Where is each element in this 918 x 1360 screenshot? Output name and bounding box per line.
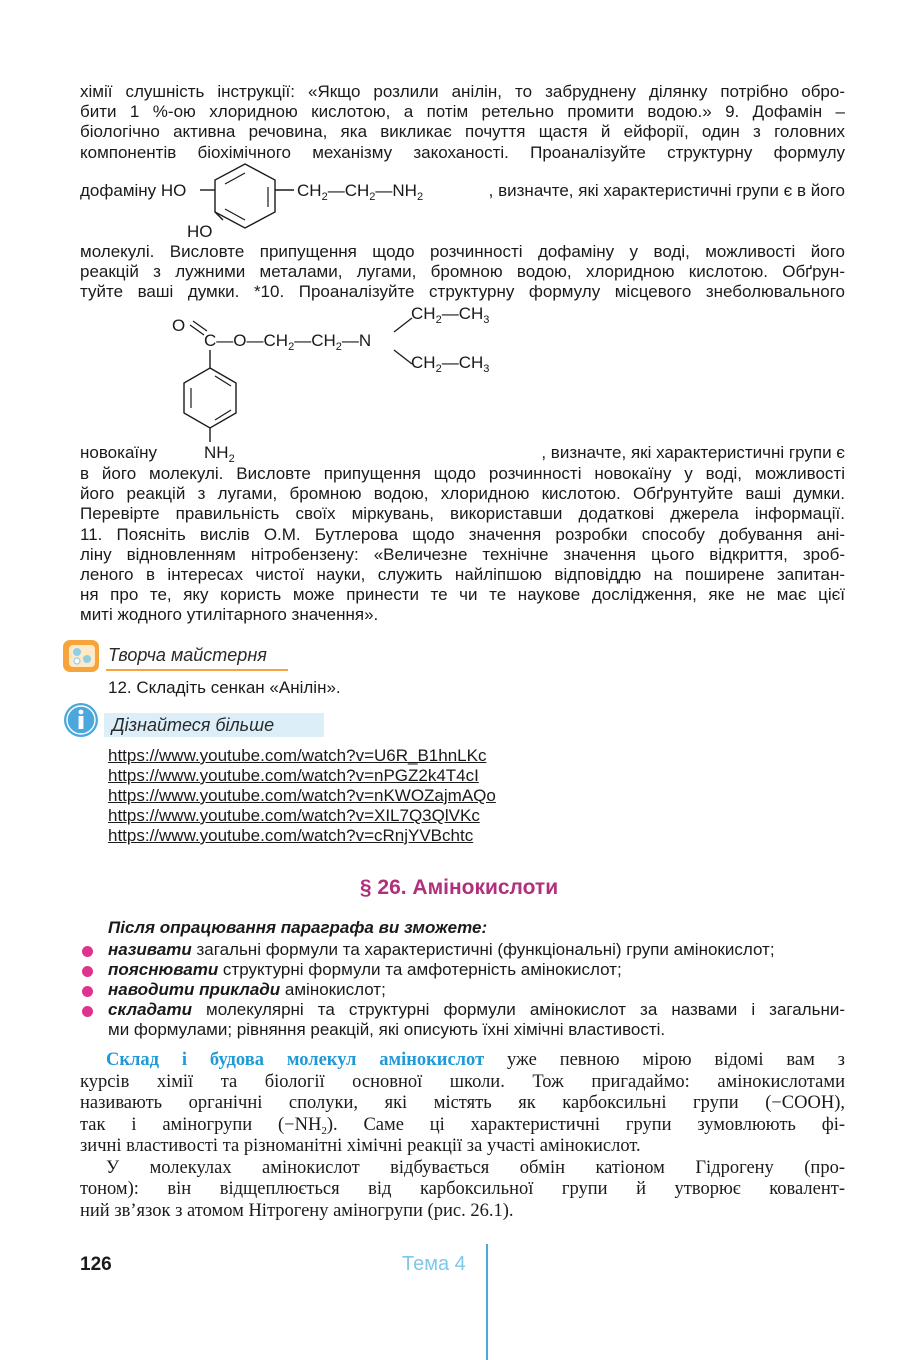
text-line: реакцій з лужними металами, лугами, бромною водою, хлоридною кислотою. Обґрун- xyxy=(80,262,845,282)
video-link[interactable]: https://www.youtube.com/watch?v=cRnjYVBchtc xyxy=(108,826,474,845)
paragraph-2 xyxy=(80,242,845,303)
novocaine-chain: $C—O—CH_2—CH_2—N$ xyxy=(204,331,372,353)
text-line: ний зв’язок з атомом Нітрогену аміногрупи (рис. 26.1). xyxy=(80,1200,514,1221)
creative-task: 12. Складіть сенкан «Анілін». xyxy=(108,678,341,697)
bullet-dot xyxy=(82,946,93,957)
topic-label: Тема 4 xyxy=(402,1253,466,1275)
dopamine-benzene-ring xyxy=(195,160,295,230)
novocaine-ethyl-bottom: $CH_2—CH_3$ xyxy=(411,353,490,375)
text-line: в його молекулі. Висловте припущення щодо розчинності новокаїну у воді, можливості xyxy=(80,464,845,483)
dopamine-ho2: HO xyxy=(187,222,213,241)
keyword: Склад і будова молекул амінокислот xyxy=(106,1050,485,1070)
text-line: миті жодного утилітарного значення». xyxy=(80,605,379,625)
page-number: 126 xyxy=(80,1254,112,1275)
text-line: хімії слушність інструкції: «Якщо розлили анілін, то забруднену ділянку потрібно обро- xyxy=(80,82,845,101)
text-line: Склад і будова молекул амінокислот уже певною мірою відомі вам з xyxy=(106,1050,845,1070)
section-title: § 26. Амінокислоти xyxy=(359,876,559,899)
dopamine-lead: дофаміну HO xyxy=(80,181,187,200)
creative-workshop-title: Творча майстерня xyxy=(108,645,267,665)
novocaine-tail: , визначте, які характеристичні групи є xyxy=(541,443,845,462)
section-intro: Після опрацювання параграфа ви зможете: xyxy=(108,918,488,937)
bullet-dot xyxy=(82,966,93,977)
text-line: туйте ваші думки. *10. Проаналізуйте структурну формулу місцевого знеболювального xyxy=(80,282,845,302)
dopamine-tail: , визначте, які характеристичні групи є в його xyxy=(488,181,845,200)
novocaine-bonds xyxy=(180,310,420,450)
text-line: тоном): він відщеплюється від карбоксильної групи й утворює ковалент- xyxy=(80,1179,845,1199)
bullet-dot xyxy=(82,986,93,997)
learn-more-title: Дізнайтеся більше xyxy=(112,715,275,735)
goal-item: наводити приклади амінокислот; xyxy=(108,980,386,999)
text-line: зичні властивості та різноманітні хімічні реакції за участі амінокислот. xyxy=(80,1136,641,1156)
text-line: біологічно активна речовина, яка викликає почуття щастя й ейфорії, один з головних xyxy=(80,122,845,142)
paragraph-1 xyxy=(80,82,845,163)
goal-item: називати загальні формули та характеристичні (функціональні) групи амінокислот; xyxy=(108,940,775,959)
video-link[interactable]: https://www.youtube.com/watch?v=U6R_B1hnLKc xyxy=(108,746,487,765)
novocaine-nh2: $NH_2$ xyxy=(204,443,235,465)
text-line: курсів хімії та біології основної школи. Тож пригадаймо: амінокислотами xyxy=(80,1071,845,1092)
text-line: називають органічні сполуки, які містять як карбоксильні групи (−COOH), xyxy=(80,1093,845,1113)
text-line: 11. Поясніть вислів О.М. Бутлерова щодо значення розробки способу добування ані- xyxy=(80,524,845,544)
video-link[interactable]: https://www.youtube.com/watch?v=nPGZ2k4T4cI xyxy=(108,766,479,785)
text-line: ліну відновленням нітробензену: «Величезне технічне значення цього відкриття, зроб- xyxy=(80,544,845,564)
novocaine-ethyl-top: $CH_2—CH_3$ xyxy=(411,304,490,326)
text-line: компонентів біохімічного механізму закоханості. Проаналізуйте структурну формулу xyxy=(80,142,845,162)
video-link[interactable]: https://www.youtube.com/watch?v=nKWOZajmAQo xyxy=(108,786,496,805)
paragraph-3 xyxy=(80,464,845,626)
text-line: ня про те, яку користь може принести те чи те наукове дослідження, яке не має цієї xyxy=(80,585,845,605)
text-line: леного в інтересах чистої науки, служить найліпшою відповіддю на поширене запитан- xyxy=(80,565,845,585)
text-line: бити 1 %-ою хлоридною кислотою, а потім ретельно промити водою.» 9. Дофамін – xyxy=(80,102,845,122)
text-line: так і аміногрупи $(-NH_2)$. Саме ці характеристичні групи зумовлюють фі- xyxy=(80,1114,845,1137)
bullet-dot xyxy=(82,1006,93,1017)
novocaine-lead: новокаїну xyxy=(80,443,158,462)
creative-workshop-icon xyxy=(61,638,101,674)
video-link[interactable]: https://www.youtube.com/watch?v=XIL7Q3QlVKc xyxy=(108,806,480,825)
goal-item-continuation: ми формулами; рівняння реакцій, які описують їхні хімічні властивості. xyxy=(108,1020,666,1039)
creative-underline xyxy=(106,669,288,671)
info-icon xyxy=(61,701,103,739)
footer-divider xyxy=(486,1244,488,1360)
dopamine-chain: $CH_2—CH_2—NH_2$ xyxy=(297,181,424,203)
goal-item: складати молекулярні та структурні формули амінокислот за назвами і загальни- xyxy=(108,1000,845,1019)
text-line: його реакцій з лугами, бромною водою, хлоридною кислотою. Обґрунтуйте ваші думки. xyxy=(80,484,845,504)
text-line: молекулі. Висловте припущення щодо розчинності дофаміну у воді, можливості його xyxy=(80,242,845,261)
novocaine-o: O xyxy=(172,316,186,335)
text-line: У молекулах амінокислот відбувається обмін катіоном Гідрогену (про- xyxy=(106,1157,845,1178)
goal-item: пояснювати структурні формули та амфотерність амінокислот; xyxy=(108,960,622,979)
text-line: Перевірте правильність своїх міркувань, використавши додаткові джерела інформації. xyxy=(80,504,845,524)
body-text xyxy=(80,1050,845,1222)
